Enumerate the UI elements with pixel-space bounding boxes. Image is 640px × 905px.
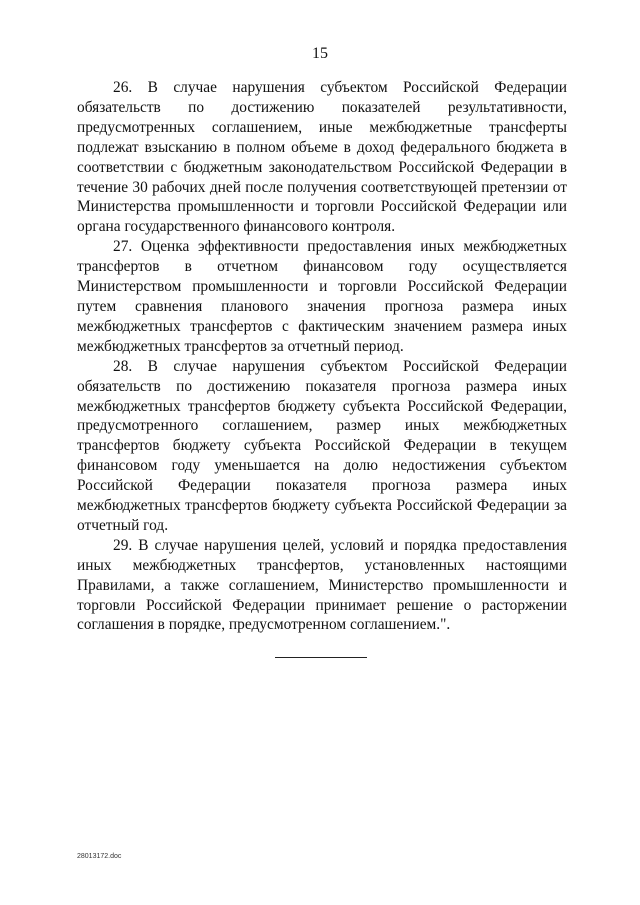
paragraph-26: 26. В случае нарушения субъектом Российской Федерации обязательств по достижению показателей результативности, предусмотренных соглашением, иные межбюджетные трансферты подлежат взысканию в полном объеме в доход федерального бюджета в соответствии с бюджетным законодательством Российской Федерации в течение 30 рабочих дней после получения соответствующей претензии от Министерства промышленности и торговли Российской Федерации или органа государственного финансового контроля. <box>77 79 567 236</box>
page-number: 15 <box>312 45 328 62</box>
paragraph-27: 27. Оценка эффективности предоставления иных межбюджетных трансфертов в отчетном финансовом году осуществляется Министерством промышленности и торговли Российской Федерации путем сравнения планового значения прогноза размера иных межбюджетных трансфертов с фактическим значением размера иных межбюджетных трансфертов за отчетный период. <box>77 238 567 355</box>
document-file-id: 28013172.doc <box>77 853 122 860</box>
paragraph-29: 29. В случае нарушения целей, условий и порядка предоставления иных межбюджетных трансфертов, установленных настоящими Правилами, а также соглашением, Министерство промышленности и торговли Российской Федерации принимает решение о расторжении соглашения в порядке, предусмотренном соглашением.". <box>77 536 567 634</box>
end-divider-line <box>275 657 367 658</box>
paragraph-28: 28. В случае нарушения субъектом Российской Федерации обязательств по достижению показателя прогноза размера иных межбюджетных трансфертов бюджету субъекта Российской Федерации, предусмотренного соглашением, размер иных межбюджетных трансфертов бюджету субъекта Российской Федерации в текущем финансовом году уменьшается на долю недостижения субъектом Российской Федерации показателя прогноза размера иных межбюджетных трансфертов бюджету субъекта Российской Федерации за отчетный год. <box>77 357 567 534</box>
document-body <box>77 78 567 635</box>
